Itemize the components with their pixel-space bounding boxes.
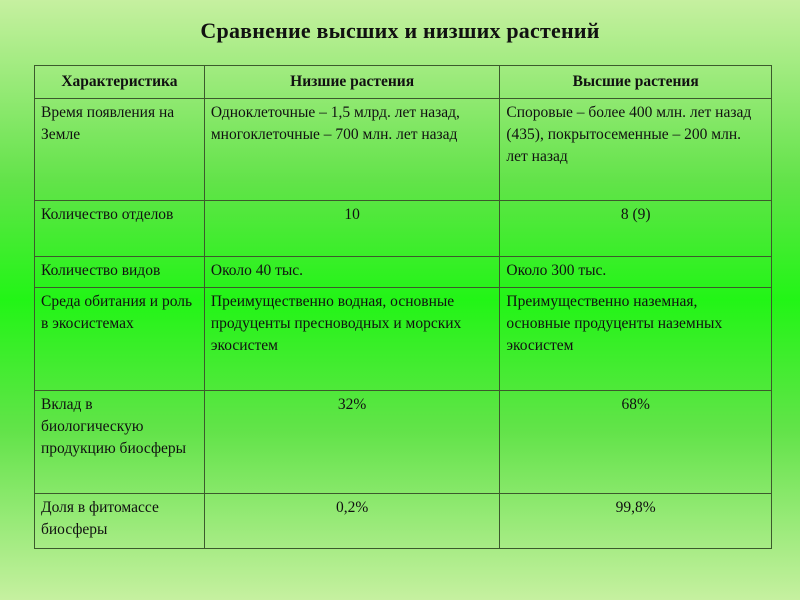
table-row <box>35 257 772 288</box>
cell-characteristic: Время появления на Земле <box>35 99 205 201</box>
header-higher-plants: Высшие растения <box>500 66 772 99</box>
header-characteristic: Характеристика <box>35 66 205 99</box>
cell-higher: Около 300 тыс. <box>500 257 772 288</box>
cell-characteristic: Среда обитания и роль в экосистемах <box>35 288 205 391</box>
cell-characteristic: Доля в фитомассе биосферы <box>35 494 205 549</box>
cell-characteristic: Количество видов <box>35 257 205 288</box>
table-row <box>35 201 772 257</box>
cell-characteristic: Количество отделов <box>35 201 205 257</box>
cell-lower: Преимущественно водная, основные продуценты пресноводных и морских экосистем <box>204 288 500 391</box>
cell-higher: Преимущественно наземная, основные продуценты наземных экосистем <box>500 288 772 391</box>
table-row <box>35 99 772 201</box>
cell-higher: Споровые – более 400 млн. лет назад (435), покрытосеменные – 200 млн. лет назад <box>500 99 772 201</box>
header-lower-plants: Низшие растения <box>204 66 500 99</box>
cell-characteristic: Вклад в биологическую продукцию биосферы <box>35 391 205 494</box>
cell-higher: 99,8% <box>500 494 772 549</box>
cell-lower: 10 <box>204 201 500 257</box>
table-row <box>35 391 772 494</box>
table-header-row <box>35 66 772 99</box>
cell-lower: Одноклеточные – 1,5 млрд. лет назад, многоклеточные – 700 млн. лет назад <box>204 99 500 201</box>
slide-title: Сравнение высших и низших растений <box>200 18 600 43</box>
cell-higher: 68% <box>500 391 772 494</box>
table-row <box>35 288 772 391</box>
comparison-table <box>34 65 772 549</box>
cell-higher: 8 (9) <box>500 201 772 257</box>
cell-lower: 0,2% <box>204 494 500 549</box>
cell-lower: 32% <box>204 391 500 494</box>
cell-lower: Около 40 тыс. <box>204 257 500 288</box>
table-row <box>35 494 772 549</box>
